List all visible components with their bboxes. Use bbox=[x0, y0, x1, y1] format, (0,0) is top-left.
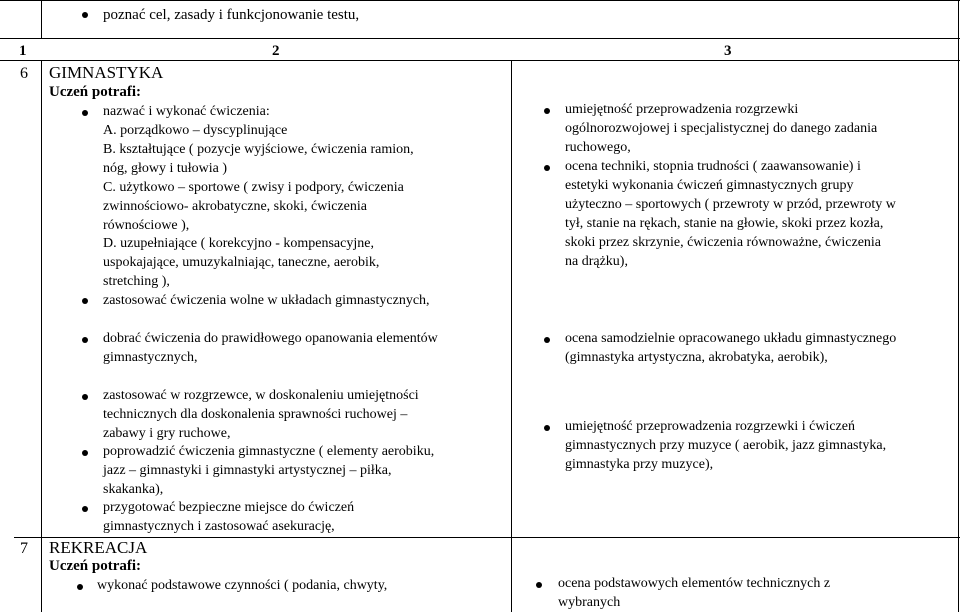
bullet-icon bbox=[82, 110, 88, 116]
header-col-3: 3 bbox=[724, 43, 732, 59]
bullet-icon bbox=[82, 337, 88, 343]
sub-item: równościowe ), bbox=[103, 218, 190, 233]
bullet-icon bbox=[82, 394, 88, 400]
column-divider-1-lower bbox=[41, 61, 42, 612]
assessment-item: umiejętność przeprowadzenia rozgrzewki bbox=[565, 102, 799, 117]
column-divider-2 bbox=[511, 61, 512, 612]
bullet-icon bbox=[536, 582, 542, 588]
column-divider-right bbox=[958, 0, 959, 612]
bullet-icon bbox=[82, 506, 88, 512]
skill-item: poprowadzić ćwiczenia gimnastyczne ( elementy aerobiku, bbox=[103, 444, 435, 459]
section-title-gimnastyka: GIMNASTYKA bbox=[49, 63, 164, 82]
skill-item: wykonać podstawowe czynności ( podania, chwyty, bbox=[97, 578, 388, 593]
bullet-icon bbox=[82, 298, 88, 304]
bullet-icon bbox=[82, 450, 88, 456]
bullet-icon bbox=[544, 337, 550, 343]
assessment-item: ruchowego, bbox=[565, 140, 631, 155]
sub-item: C. użytkowo – sportowe ( zwisy i podpory, ćwiczenia bbox=[103, 180, 404, 195]
row-divider-top bbox=[0, 38, 960, 39]
assessment-item: ocena techniki, stopnia trudności ( zaawansowanie) i bbox=[565, 159, 861, 174]
section-divider-rekreacja bbox=[14, 537, 960, 538]
assessment-item: umiejętność przeprowadzenia rozgrzewki i ćwiczeń bbox=[565, 419, 855, 434]
section-number-gimnastyka: 6 bbox=[20, 65, 28, 82]
header-bottom-border bbox=[0, 60, 960, 61]
table-top-border bbox=[0, 0, 960, 1]
top-row-item: poznać cel, zasady i funkcjonowanie testu, bbox=[103, 7, 360, 23]
skill-item: technicznych dla doskonalenia sprawności ruchowej – bbox=[103, 407, 408, 422]
column-divider-1 bbox=[41, 0, 42, 38]
sub-item: stretching ), bbox=[103, 274, 170, 289]
skill-item: przygotować bezpieczne miejsce do ćwiczeń bbox=[103, 500, 355, 515]
bullet-icon bbox=[544, 108, 550, 114]
assessment-item: tył, stanie na rękach, stanie na głowie, skoki przez kozła, bbox=[565, 216, 884, 231]
assessment-item: na drążku), bbox=[565, 254, 628, 269]
sub-item: B. kształtujące ( pozycje wyjściowe, ćwiczenia ramion, bbox=[103, 142, 414, 157]
skill-item: skakanka), bbox=[103, 482, 164, 497]
sub-item: zwinnościowo- akrobatyczne, skoki, ćwiczenia bbox=[103, 199, 367, 214]
assessment-item: ogólnorozwojowej i specjalistycznej do danego zadania bbox=[565, 121, 878, 136]
assessment-item: użyteczno – sportowych ( przewroty w przód, przewroty w bbox=[565, 197, 896, 212]
skill-item: zastosować ćwiczenia wolne w układach gimnastycznych, bbox=[103, 293, 430, 308]
sub-item: uspokajające, umuzykalniając, taneczne, aerobik, bbox=[103, 255, 380, 270]
section-number-rekreacja: 7 bbox=[20, 540, 28, 557]
sub-item: D. uzupełniające ( korekcyjno - kompensacyjne, bbox=[103, 236, 374, 251]
section-title-rekreacja: REKREACJA bbox=[49, 538, 148, 557]
header-col-2: 2 bbox=[272, 43, 280, 59]
assessment-item: gimnastycznych przy muzyce ( aerobik, jazz gimnastyka, bbox=[565, 438, 887, 453]
assessment-item: wybranych bbox=[558, 595, 621, 610]
assessment-item: estetyki wykonania ćwiczeń gimnastycznych grupy bbox=[565, 178, 854, 193]
sub-item: A. porządkowo – dyscyplinujące bbox=[103, 123, 288, 138]
bullet-icon bbox=[77, 584, 83, 590]
assessment-item: ocena podstawowych elementów technicznych z bbox=[558, 576, 831, 591]
bullet-icon bbox=[544, 425, 550, 431]
assessment-item: gimnastyka przy muzyce), bbox=[565, 457, 714, 472]
skill-item: zabawy i gry ruchowe, bbox=[103, 426, 231, 441]
skill-item: nazwać i wykonać ćwiczenia: bbox=[103, 104, 270, 119]
skill-item: gimnastycznych, bbox=[103, 350, 198, 365]
skill-item: zastosować w rozgrzewce, w doskonaleniu umiejętności bbox=[103, 388, 419, 403]
header-col-1: 1 bbox=[19, 43, 27, 59]
skill-item: dobrać ćwiczenia do prawidłowego opanowania elementów bbox=[103, 331, 438, 346]
sub-item: nóg, głowy i tułowia ) bbox=[103, 161, 228, 176]
assessment-item: ocena samodzielnie opracowanego układu gimnastycznego bbox=[565, 331, 897, 346]
bullet-icon bbox=[82, 12, 88, 18]
skill-item: jazz – gimnastyki i gimnastyki artystycznej – piłka, bbox=[103, 463, 392, 478]
bullet-icon bbox=[544, 165, 550, 171]
assessment-item: skoki przez skrzynie, ćwiczenia równoważne, ćwiczenia bbox=[565, 235, 882, 250]
student-can-label: Uczeń potrafi: bbox=[49, 84, 142, 100]
assessment-item: (gimnastyka artystyczna, akrobatyka, aerobik), bbox=[565, 350, 828, 365]
skill-item: gimnastycznych i zastosować asekurację, bbox=[103, 519, 335, 534]
student-can-label: Uczeń potrafi: bbox=[49, 558, 142, 574]
